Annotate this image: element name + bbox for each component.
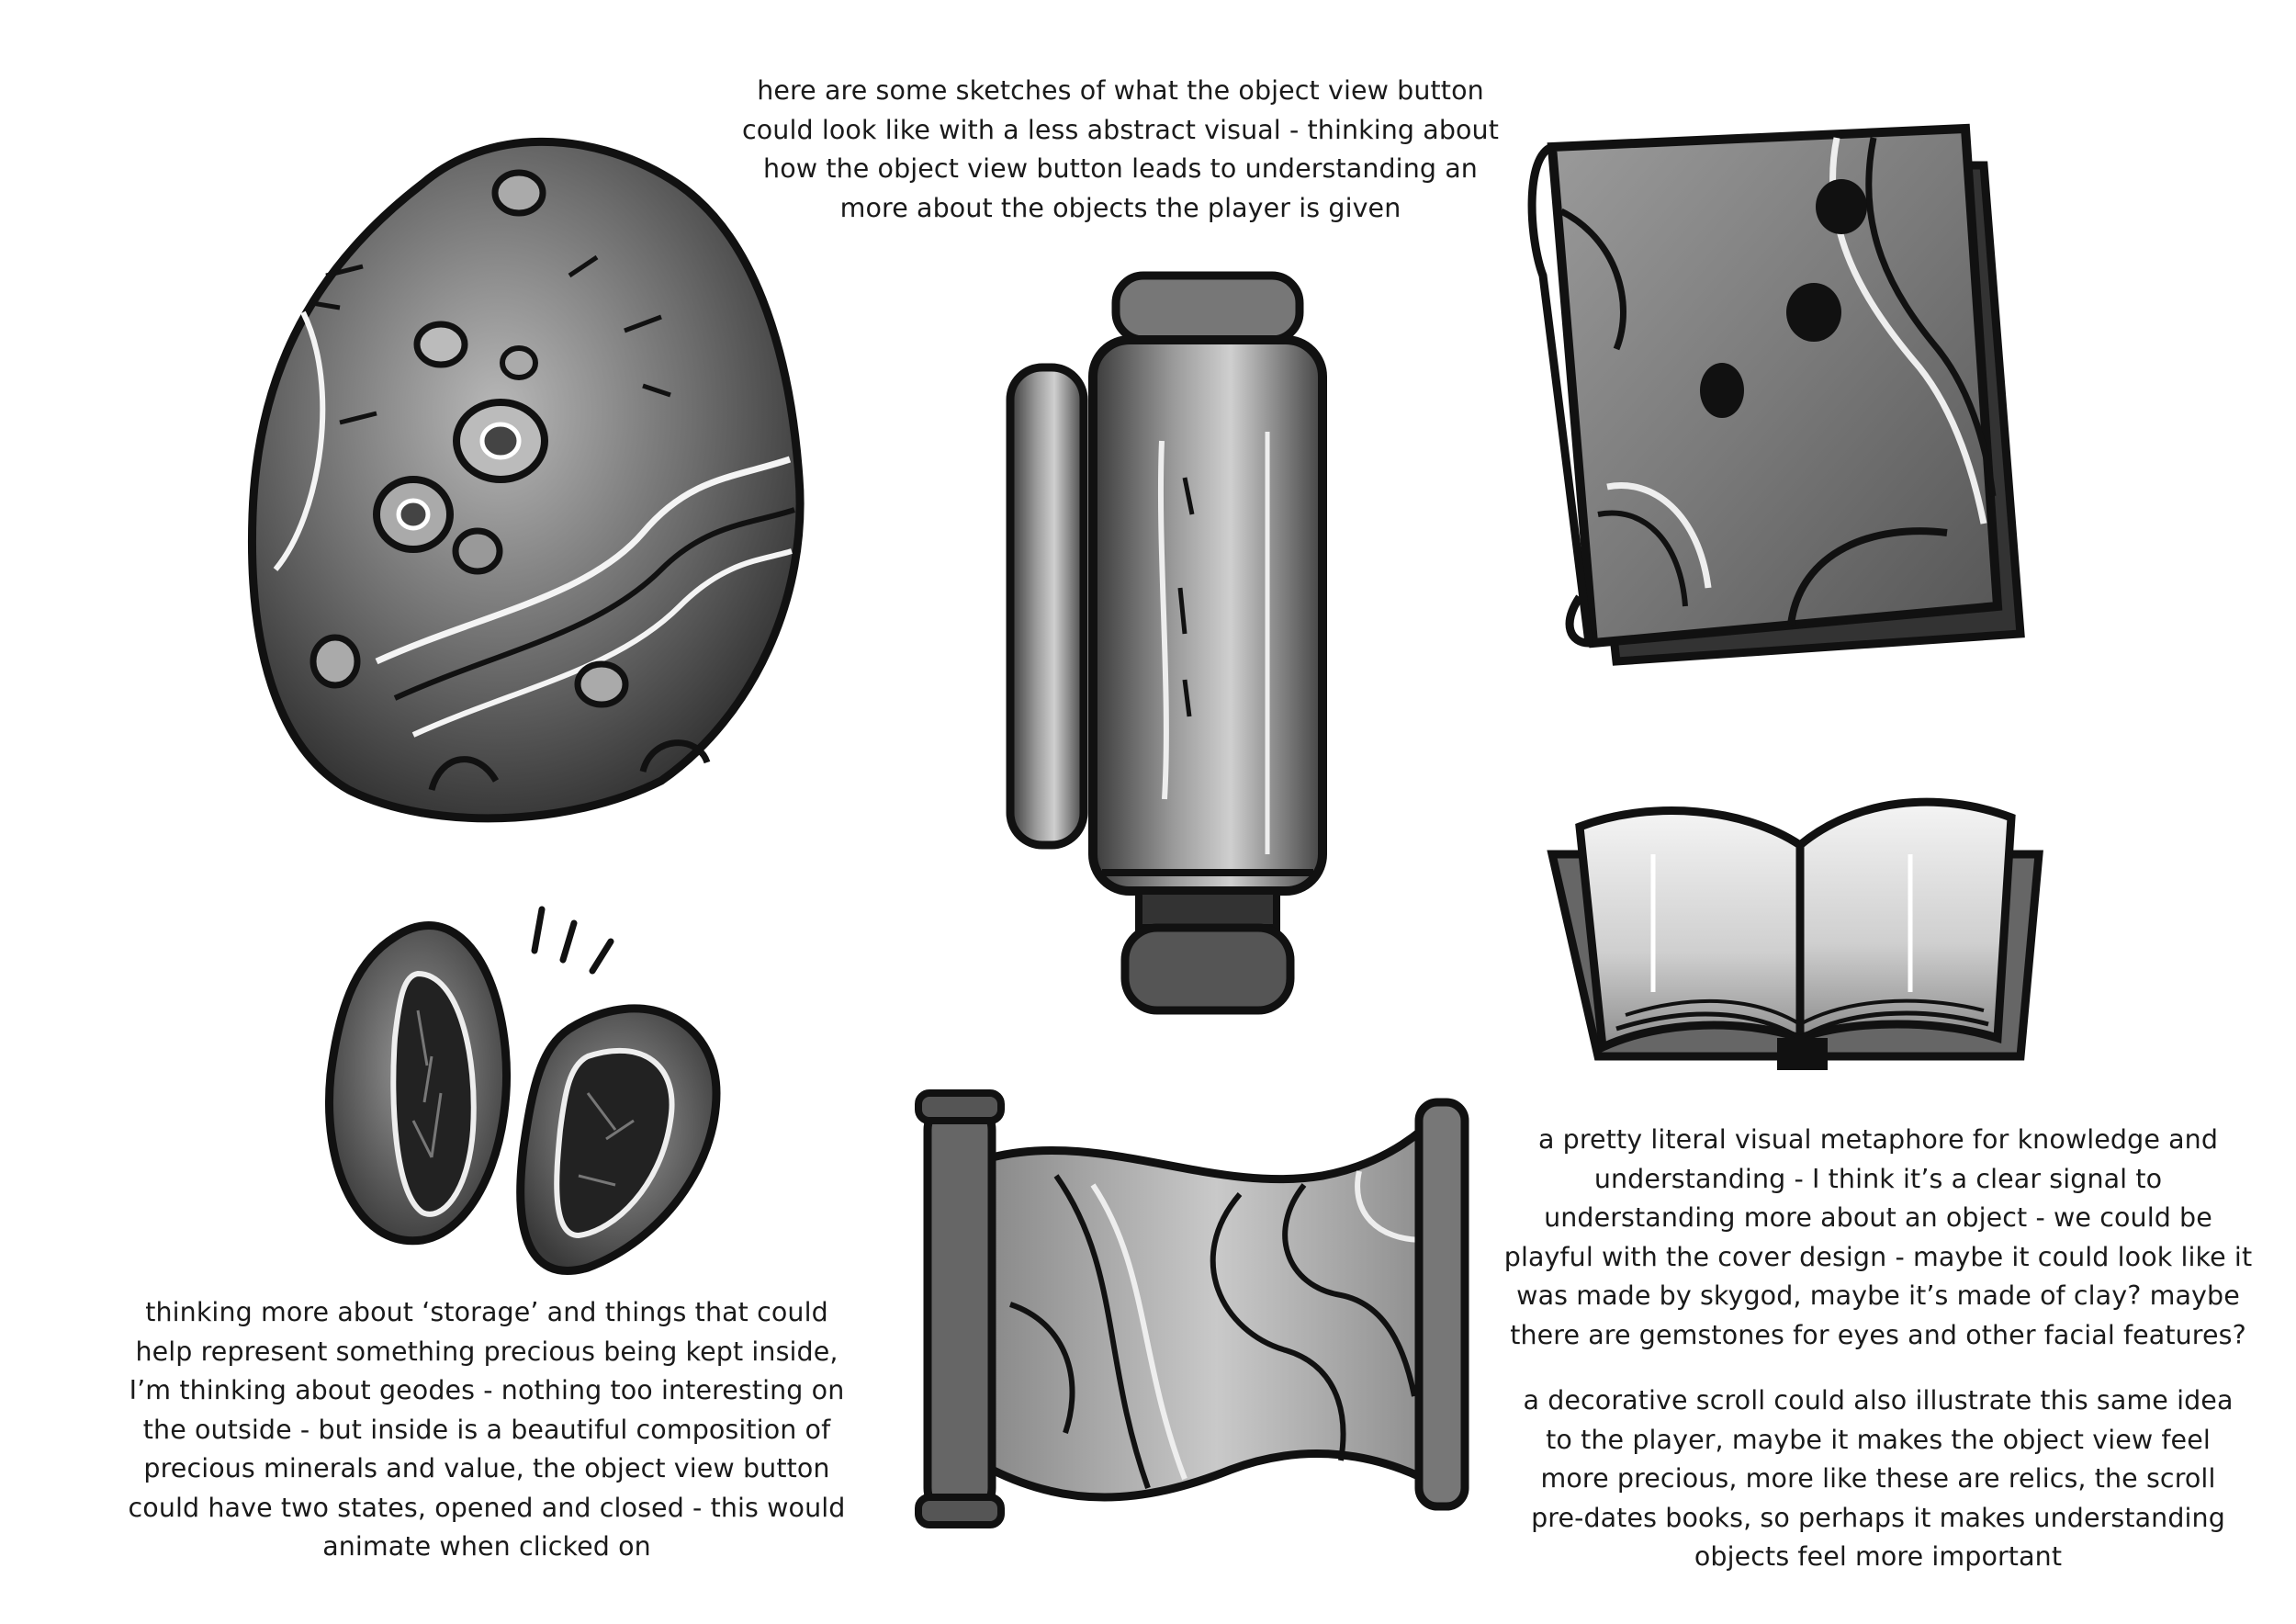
book-note: a pretty literal visual metaphore for knowledge and understanding - I think it’s a clear signal to understanding more about an object - we could be playful with the cover design - maybe it could look like it was made by skygod, maybe it’s made of clay? maybe there are gemstones for eyes and other facial features? xyxy=(1503,1124,2253,1350)
book-cover-gem xyxy=(1786,283,1841,342)
scroll-sketch xyxy=(918,1093,1465,1525)
open-book-left-page xyxy=(1580,811,1800,1047)
book-cover-gem xyxy=(1816,179,1867,234)
stone-sketch xyxy=(252,141,800,818)
scroll-paper xyxy=(992,1111,1442,1497)
open-book-sketch xyxy=(1552,802,2039,1070)
intro-note: here are some sketches of what the object view button could look like with a less abstract visual - thinking about how the object view button leads to understanding an more about the objects the player is given xyxy=(742,75,1499,223)
scroll-note: a decorative scroll could also illustrate this same idea to the player, maybe it makes the object view feel more precious, more like these are relics, the scroll pre-dates books, so perhaps it makes understanding objects feel more important xyxy=(1523,1385,2234,1572)
capsule-sketch xyxy=(1010,276,1322,1010)
capsule-side-handle xyxy=(1010,367,1084,845)
geode-sketch xyxy=(329,909,716,1270)
closed-book-sketch xyxy=(1532,129,2020,661)
scroll-right-rod xyxy=(1419,1102,1465,1506)
geode-note: thinking more about ‘storage’ and things that could help represent something precious being kept inside, I’m thinking about geodes - nothing too interesting on the outside - but inside is a beautiful composition of precious minerals and value, the object view button could have two states, opened and closed - this would animate when clicked on xyxy=(128,1297,846,1562)
book-cover-gem xyxy=(1700,363,1744,418)
capsule-body xyxy=(1093,340,1322,891)
scroll-left-rod xyxy=(928,1102,992,1516)
